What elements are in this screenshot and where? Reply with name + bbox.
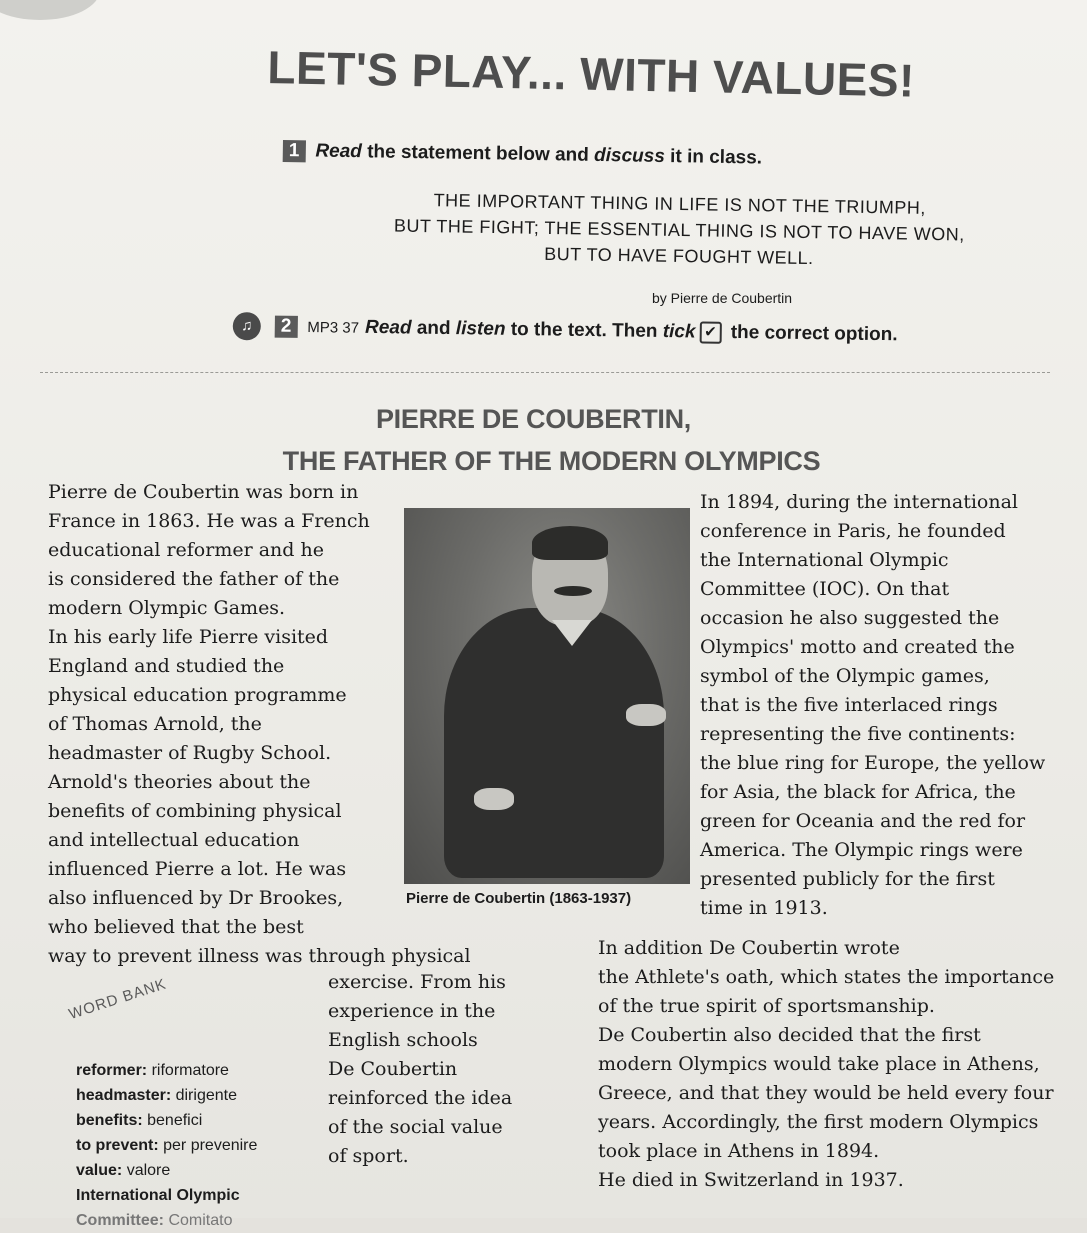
word-bank-entry [76, 1108, 257, 1133]
article-line: France in 1863. He was a French [48, 510, 370, 532]
word-bank-entry [76, 1183, 257, 1208]
article-line: educational reformer and he [48, 539, 324, 561]
article-line: In his early life Pierre visited [48, 626, 329, 648]
instruction-word: Read [315, 140, 363, 163]
article-line: occasion he also suggested the [700, 607, 1000, 629]
coubertin-portrait-photo [404, 508, 690, 884]
word-bank-entry [76, 1208, 257, 1233]
article-line: benefits of combining physical [48, 800, 342, 822]
exercise-1-instruction [283, 140, 763, 170]
article-line: way to prevent illness was through physical [48, 945, 471, 967]
article-line: Arnold's theories about the [48, 771, 311, 793]
article-middle-column [328, 968, 512, 1171]
article-line: exercise. From his [328, 971, 506, 993]
word-bank-term: to prevent: [76, 1137, 159, 1154]
exercise-number: 1 [283, 140, 306, 162]
article-line: experience in the [328, 1000, 496, 1022]
quote-byline: by Pierre de Coubertin [652, 290, 793, 306]
instruction-text: to the text. Then [505, 318, 663, 343]
quote-line: BUT TO HAVE FOUGHT WELL. [544, 243, 814, 269]
article-line: symbol of the Olympic games, [700, 665, 990, 687]
article-line: In 1894, during the international [700, 491, 1018, 513]
portrait-hair [532, 526, 608, 560]
article-right-column [700, 488, 1045, 923]
word-bank-term: value: [76, 1162, 123, 1179]
article-line: presented publicly for the first [700, 868, 995, 890]
article-line: De Coubertin also decided that the first [598, 1024, 981, 1046]
instruction-word: discuss [593, 144, 666, 167]
word-bank-translation: dirigente [171, 1087, 237, 1104]
section-divider [40, 372, 1050, 373]
article-title-line-2: THE FATHER OF THE MODERN OLYMPICS [282, 446, 821, 476]
quote-line: BUT THE FIGHT; THE ESSENTIAL THING IS NOT TO HAVE WON, [393, 215, 965, 245]
article-line: modern Olympic Games. [48, 597, 286, 619]
article-line: England and studied the [48, 655, 285, 677]
article-line: De Coubertin [328, 1058, 458, 1080]
quote-line: THE IMPORTANT THING IN LIFE IS NOT THE TRIUMPH, [433, 190, 926, 218]
article-line: In addition De Coubertin wrote [598, 937, 900, 959]
instruction-text: it in class. [664, 146, 763, 169]
article-line: the Athlete's oath, which states the importance [598, 966, 1055, 988]
article-right-column-lower [598, 934, 1054, 1195]
instruction-text: and [411, 317, 457, 340]
instruction-text: the statement below and [361, 141, 595, 166]
word-bank-entry [76, 1083, 257, 1108]
article-line: of the social value [328, 1116, 503, 1138]
article-line: English schools [328, 1029, 478, 1051]
word-bank-entry [76, 1158, 257, 1183]
headphones-icon: ♫ [233, 312, 261, 340]
word-bank-term: benefits: [76, 1112, 143, 1129]
word-bank-translation: benefici [142, 1112, 203, 1129]
photo-caption: Pierre de Coubertin (1863-1937) [406, 890, 632, 907]
word-bank-term: headmaster: [76, 1087, 172, 1104]
word-bank [76, 1058, 257, 1233]
article-line: He died in Switzerland in 1937. [598, 1169, 904, 1191]
page-title: LET'S PLAY... WITH VALUES! [266, 40, 916, 107]
portrait-figure [444, 608, 664, 878]
article-line: America. The Olympic rings were [700, 839, 1023, 861]
article-line: who believed that the best [48, 916, 304, 938]
instruction-word: Read [364, 316, 412, 339]
article-line: also influenced by Dr Brookes, [48, 887, 344, 909]
instruction-word: listen [455, 318, 506, 340]
article-line: the International Olympic [700, 549, 949, 571]
article-line: Olympics' motto and created the [700, 636, 1015, 658]
article-line: for Asia, the black for Africa, the [700, 781, 1016, 803]
article-line: that is the five interlaced rings [700, 694, 998, 716]
article-title-line-1: PIERRE DE COUBERTIN, [375, 404, 692, 434]
article-line: time in 1913. [700, 897, 828, 919]
article-line: physical education programme [48, 684, 347, 706]
word-bank-term: reformer: [76, 1062, 148, 1079]
article-line: Pierre de Coubertin was born in [48, 481, 359, 503]
article-line: years. Accordingly, the first modern Olympics [598, 1111, 1039, 1133]
checkbox-icon: ✔ [699, 322, 721, 344]
exercise-number: 2 [275, 316, 298, 338]
corner-shadow [0, 0, 100, 20]
word-bank-entry [76, 1133, 257, 1158]
quote-block [359, 186, 1000, 274]
article-line: of the true spirit of sportsmanship. [598, 995, 935, 1017]
article-line: the blue ring for Europe, the yellow [700, 752, 1046, 774]
exercise-2-instruction [233, 312, 898, 349]
word-bank-term: Committee: [76, 1212, 165, 1229]
word-bank-entry [76, 1058, 257, 1083]
portrait-mustache [554, 586, 592, 596]
article-line: Committee (IOC). On that [700, 578, 950, 600]
word-bank-term: International Olympic [76, 1187, 240, 1204]
word-bank-translation: valore [122, 1162, 171, 1179]
article-line: reinforced the idea [328, 1087, 513, 1109]
article-line: is considered the father of the [48, 568, 340, 590]
instruction-word: tick [662, 321, 696, 343]
article-line: of sport. [328, 1145, 409, 1167]
word-bank-translation: Comitato [164, 1212, 233, 1229]
article-line: Greece, and that they would be held every four [598, 1082, 1054, 1104]
word-bank-label: WORD BANK [66, 975, 169, 1023]
portrait-hand [474, 788, 514, 810]
article-line: headmaster of Rugby School. [48, 742, 332, 764]
word-bank-translation: riformatore [147, 1062, 229, 1079]
article-line: representing the five continents: [700, 723, 1016, 745]
article-line: influenced Pierre a lot. He was [48, 858, 347, 880]
word-bank-translation: per prevenire [158, 1137, 258, 1154]
article-line: of Thomas Arnold, the [48, 713, 262, 735]
article-line: and intellectual education [48, 829, 300, 851]
portrait-hand [626, 704, 666, 726]
article-line: modern Olympics would take place in Athens, [598, 1053, 1040, 1075]
instruction-text: the correct option. [725, 321, 898, 346]
article-line: conference in Paris, he founded [700, 520, 1006, 542]
mp3-track: MP3 37 [307, 319, 360, 337]
article-line: took place in Athens in 1894. [598, 1140, 880, 1162]
article-line: green for Oceania and the red for [700, 810, 1026, 832]
